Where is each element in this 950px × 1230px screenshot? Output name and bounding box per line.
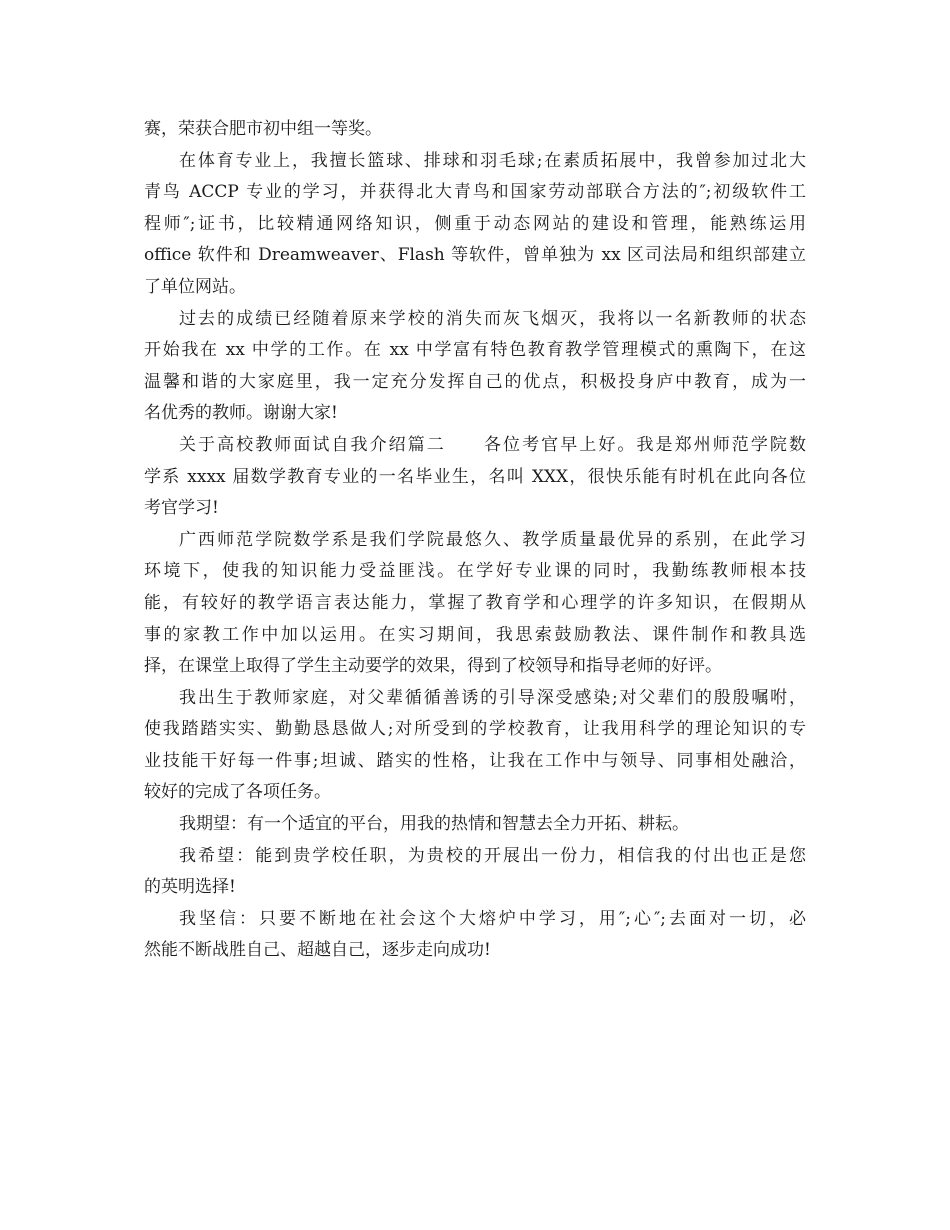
text-line: 然能不断战胜自己、超越自己，逐步走向成功! — [144, 940, 491, 961]
text-line: 我坚信：只要不断地在社会这个大熔炉中学习，用″;心″;去面对一切，必 — [179, 908, 806, 929]
text-line: 考官学习! — [144, 498, 219, 519]
text-line: 使我踏踏实实、勤勤恳恳做人;对所受到的学校教育，让我用科学的理论知识的专 — [144, 719, 806, 740]
text-line: 的英明选择! — [144, 877, 236, 898]
text-line: office 软件和 Dreamweaver、Flash 等软件，曾单独为 xx 区司法局和组织部建立 — [144, 245, 806, 266]
text-line: 青鸟 ACCP 专业的学习，并获得北大青鸟和国家劳动部联合方法的″;初级软件工 — [144, 182, 806, 203]
text-line: 事的家教工作中加以运用。在实习期间，我思索鼓励教法、课件制作和教具选 — [144, 624, 806, 645]
text-line: 开始我在 xx 中学的工作。在 xx 中学富有特色教育教学管理模式的熏陶下，在这 — [144, 340, 806, 361]
text-line: 关于高校教师面试自我介绍篇二 各位考官早上好。我是郑州师范学院数 — [179, 434, 806, 455]
text-line: 我期望：有一个适宜的平台，用我的热情和智慧去全力开拓、耕耘。 — [179, 814, 689, 835]
text-line: 业技能干好每一件事;坦诚、踏实的性格，让我在工作中与领导、同事相处融洽， — [144, 750, 806, 771]
text-line: 名优秀的教师。谢谢大家! — [144, 403, 338, 424]
text-line: 环境下，使我的知识能力受益匪浅。在学好专业课的同时，我勤练教师根本技 — [144, 561, 806, 582]
text-line: 过去的成绩已经随着原来学校的消失而灰飞烟灭，我将以一名新教师的状态 — [179, 308, 806, 329]
text-line: 广西师范学院数学系是我们学院最悠久、教学质量最优异的系别，在此学习 — [179, 529, 806, 550]
text-line: 赛，荣获合肥市初中组一等奖。 — [144, 119, 382, 139]
text-line: 我出生于教师家庭，对父辈循循善诱的引导深受感染;对父辈们的殷殷嘱咐， — [179, 687, 806, 708]
text-line: 择，在课堂上取得了学生主动要学的效果，得到了校领导和指导老师的好评。 — [144, 656, 722, 677]
text-line: 了单位网站。 — [144, 276, 246, 297]
text-line: 学系 xxxx 届数学教育专业的一名毕业生，名叫 XXX，很快乐能有时机在此向各位 — [144, 466, 806, 487]
text-line: 温馨和谐的大家庭里，我一定充分发挥自己的优点，积极投身庐中教育，成为一 — [144, 371, 806, 392]
text-line: 能，有较好的教学语言表达能力，掌握了教育学和心理学的许多知识，在假期从 — [144, 592, 806, 613]
text-line: 程师″;证书，比较精通网络知识，侧重于动态网站的建设和管理，能熟练运用 — [144, 213, 806, 234]
document-body — [144, 114, 806, 967]
text-line: 在体育专业上，我擅长篮球、排球和羽毛球;在素质拓展中，我曾参加过北大 — [179, 150, 806, 171]
text-line: 我希望：能到贵学校任职，为贵校的开展出一份力，相信我的付出也正是您 — [179, 845, 806, 866]
text-line: 较好的完成了各项任务。 — [144, 782, 331, 803]
